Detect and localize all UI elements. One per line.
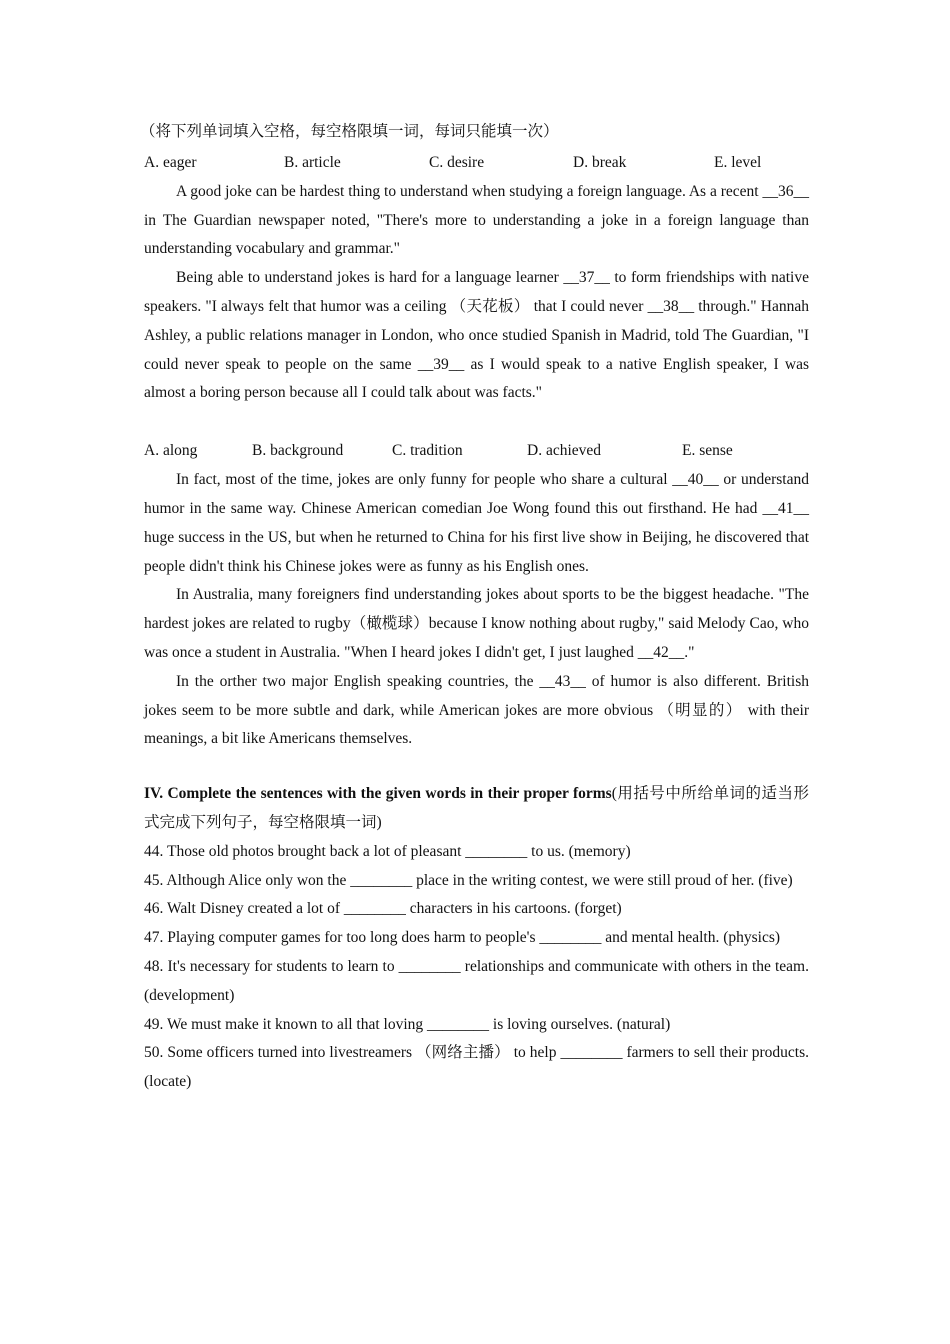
option-a: A. along bbox=[144, 442, 198, 460]
paragraph-36: A good joke can be hardest thing to understand when studying a foreign language. As a recent __36__ in The Guardian newspaper noted, "There's more to understanding a joke in a foreign language than understanding vocabulary and grammar." bbox=[144, 182, 809, 258]
option-e: E. level bbox=[714, 153, 762, 171]
option-d: D. achieved bbox=[527, 442, 602, 460]
option-c: C. tradition bbox=[392, 442, 463, 460]
question-49: 49. We must make it known to all that loving ________ is loving ourselves. (natural) bbox=[144, 1015, 671, 1033]
spacer bbox=[144, 408, 809, 437]
spacer bbox=[144, 754, 809, 780]
section-a-options bbox=[144, 149, 809, 178]
paragraph-42: In Australia, many foreigners find understanding jokes about sports to be the biggest headache. "The hardest jokes are related to rugby（橄榄球）because I know nothing about rugby," said Melody Cao, who was once a student in Australia. "When I heard jokes I didn't get, I just laughed __42__." bbox=[144, 586, 809, 661]
question-45: 45. Although Alice only won the ________ place in the writing contest, we were still proud of her. (five) bbox=[144, 871, 793, 889]
paragraph-37-39: Being able to understand jokes is hard for a language learner __37__ to form friendships with native speakers. "I always felt that humor was a ceiling （天花板） that I could never __38__ through." Hannah Ashley, a public relations manager in London, who once studied Spanish in Madrid, told The Guardian, "I could never speak to people on the same __39__ as I would speak to a native English speaker, I was almost a boring person because all I could talk about was facts." bbox=[144, 269, 809, 402]
option-e: E. sense bbox=[682, 442, 733, 460]
section-iv-title: IV. Complete the sentences with the given words in their proper forms bbox=[144, 785, 612, 803]
question-46: 46. Walt Disney created a lot of ________ characters in his cartoons. (forget) bbox=[144, 900, 622, 918]
option-a: A. eager bbox=[144, 153, 197, 171]
section-b-options bbox=[144, 437, 809, 466]
question-50: 50. Some officers turned into livestreamers （网络主播） to help ________ farmers to sell their products. (locate) bbox=[144, 1044, 809, 1091]
section-iv-instruction: (用括号中所给单词的适当形式完成下列句子，每空格限填一词) bbox=[144, 785, 809, 831]
option-b: B. article bbox=[284, 153, 341, 171]
option-c: C. desire bbox=[429, 153, 485, 171]
worksheet-page bbox=[140, 118, 809, 1097]
option-d: D. break bbox=[573, 153, 627, 171]
paragraph-43: In the orther two major English speaking countries, the __43__ of humor is also different. British jokes seem to be more subtle and dark, while American jokes are more obvious （明显的） with their meanings, a bit like Americans themselves. bbox=[144, 672, 809, 748]
question-48: 48. It's necessary for students to learn to ________ relationships and communicate with others in the team. (development) bbox=[144, 957, 809, 1004]
section-a-instruction: （将下列单词填入空格，每空格限填一词，每词只能填一次） bbox=[140, 123, 559, 140]
paragraph-40-41: In fact, most of the time, jokes are only funny for people who share a cultural __40__ or understand humor in the same way. Chinese American comedian Joe Wong found this out firsthand. He had __41__ huge success in the US, but when he returned to China for his first live show in Beijing, he discovered that people didn't think his Chinese jokes were as funny as his English ones. bbox=[144, 471, 809, 575]
section-iv-heading bbox=[144, 780, 809, 838]
question-44: 44. Those old photos brought back a lot of pleasant ________ to us. (memory) bbox=[144, 842, 631, 860]
option-b: B. background bbox=[252, 442, 344, 460]
question-47: 47. Playing computer games for too long does harm to people's ________ and mental health. (physics) bbox=[144, 929, 781, 947]
